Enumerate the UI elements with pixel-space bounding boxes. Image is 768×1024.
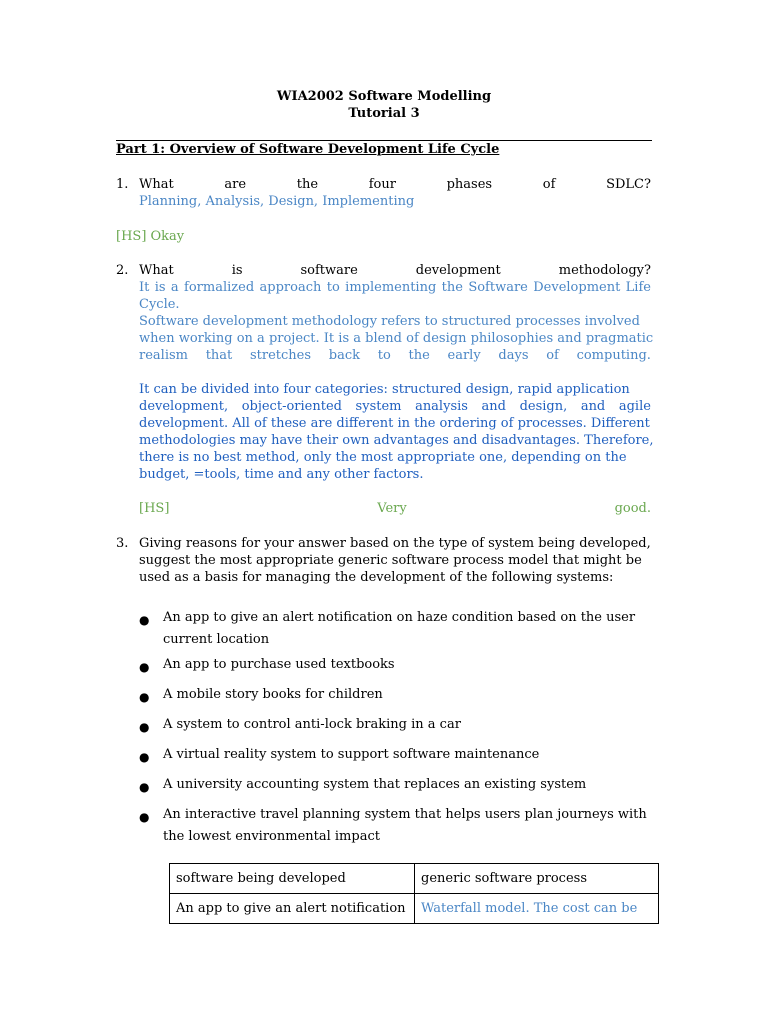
q2-word: methodology? [558, 263, 651, 278]
q1-number: 1. [116, 177, 129, 192]
q2-answer3-line: budget, =tools, time and any other factors. [139, 467, 424, 482]
q1-feedback: [HS] Okay [116, 229, 185, 244]
q2-answer3-line: there is no best method, only the most appropriate one, depending on the [139, 450, 627, 465]
bullet-item: A mobile story books for children [163, 687, 383, 702]
q3-text-line: Giving reasons for your answer based on the type of system being developed, [139, 536, 651, 551]
q2-word: development [415, 263, 501, 278]
bullet-dot: ● [139, 810, 150, 824]
table-cell: Waterfall model. The cost can be [415, 894, 659, 924]
q1-word: of [542, 177, 556, 192]
q1-word: the [296, 177, 319, 192]
bullet-dot: ● [139, 750, 150, 764]
bullet-dot: ● [139, 613, 150, 627]
q3-text-line: used as a basis for managing the development of the following systems: [139, 570, 614, 585]
q2-feedback [139, 500, 651, 517]
process-table [169, 863, 659, 924]
q2-feedback-word: [HS] [139, 501, 170, 516]
q2-answer3-line: development, object-oriented system analysis and design, and agile [139, 399, 651, 414]
q2-word: is [231, 263, 243, 278]
table-header-row [170, 864, 659, 894]
q3-text-line: suggest the most appropriate generic software process model that might be [139, 553, 642, 568]
q2-answer1-line: Cycle. [139, 297, 180, 312]
bullet-item: An app to purchase used textbooks [163, 657, 395, 672]
q1-word: phases [446, 177, 493, 192]
q1-word: SDLC? [606, 177, 651, 192]
part1-heading: Part 1: Overview of Software Development Life Cycle [116, 142, 500, 157]
bullet-item: An interactive travel planning system that helps users plan journeys with the lowest environmental impact [163, 807, 647, 844]
q2-answer2-line: Software development methodology refers to structured processes involved [139, 314, 640, 329]
q2-answer1-line: It is a formalized approach to implementing the Software Development Life [139, 280, 651, 295]
q2-answer3-line: methodologies may have their own advantages and disadvantages. Therefore, [139, 433, 654, 448]
q3-number: 3. [116, 536, 129, 551]
q2-word: What [139, 263, 174, 278]
course-title: WIA2002 Software Modelling [276, 89, 492, 104]
table-row [170, 894, 659, 924]
table-header-cell: software being developed [170, 864, 415, 894]
q1-word: are [224, 177, 247, 192]
bullet-item: A virtual reality system to support software maintenance [163, 747, 540, 762]
q2-word: software [300, 263, 358, 278]
q2-feedback-word: Very [377, 501, 407, 516]
q2-number: 2. [116, 263, 129, 278]
tutorial-title: Tutorial 3 [348, 106, 420, 121]
table-cell: An app to give an alert notification [170, 894, 415, 924]
q1-word: What [139, 177, 174, 192]
q1-answer: Planning, Analysis, Design, Implementing [139, 194, 415, 209]
q2-answer3-line: It can be divided into four categories: structured design, rapid application [139, 382, 630, 397]
q2-answer2-line: when working on a project. It is a blend of design philosophies and pragmatic [139, 331, 654, 346]
q1-question [139, 176, 651, 193]
q1-word: four [368, 177, 396, 192]
bullet-dot: ● [139, 690, 150, 704]
q2-question [139, 262, 651, 279]
q2-answer2-line: realism that stretches back to the early days of computing. [139, 348, 651, 363]
q2-feedback-word: good. [614, 501, 651, 516]
bullet-item: An app to give an alert notification on haze condition based on the user current location [163, 610, 636, 647]
bullet-item: A university accounting system that replaces an existing system [163, 777, 587, 792]
bullet-item: A system to control anti-lock braking in a car [163, 717, 461, 732]
bullet-dot: ● [139, 660, 150, 674]
table-header-cell: generic software process [415, 864, 659, 894]
bullet-dot: ● [139, 720, 150, 734]
q2-answer3-line: development. All of these are different in the ordering of processes. Different [139, 416, 650, 431]
bullet-dot: ● [139, 780, 150, 794]
